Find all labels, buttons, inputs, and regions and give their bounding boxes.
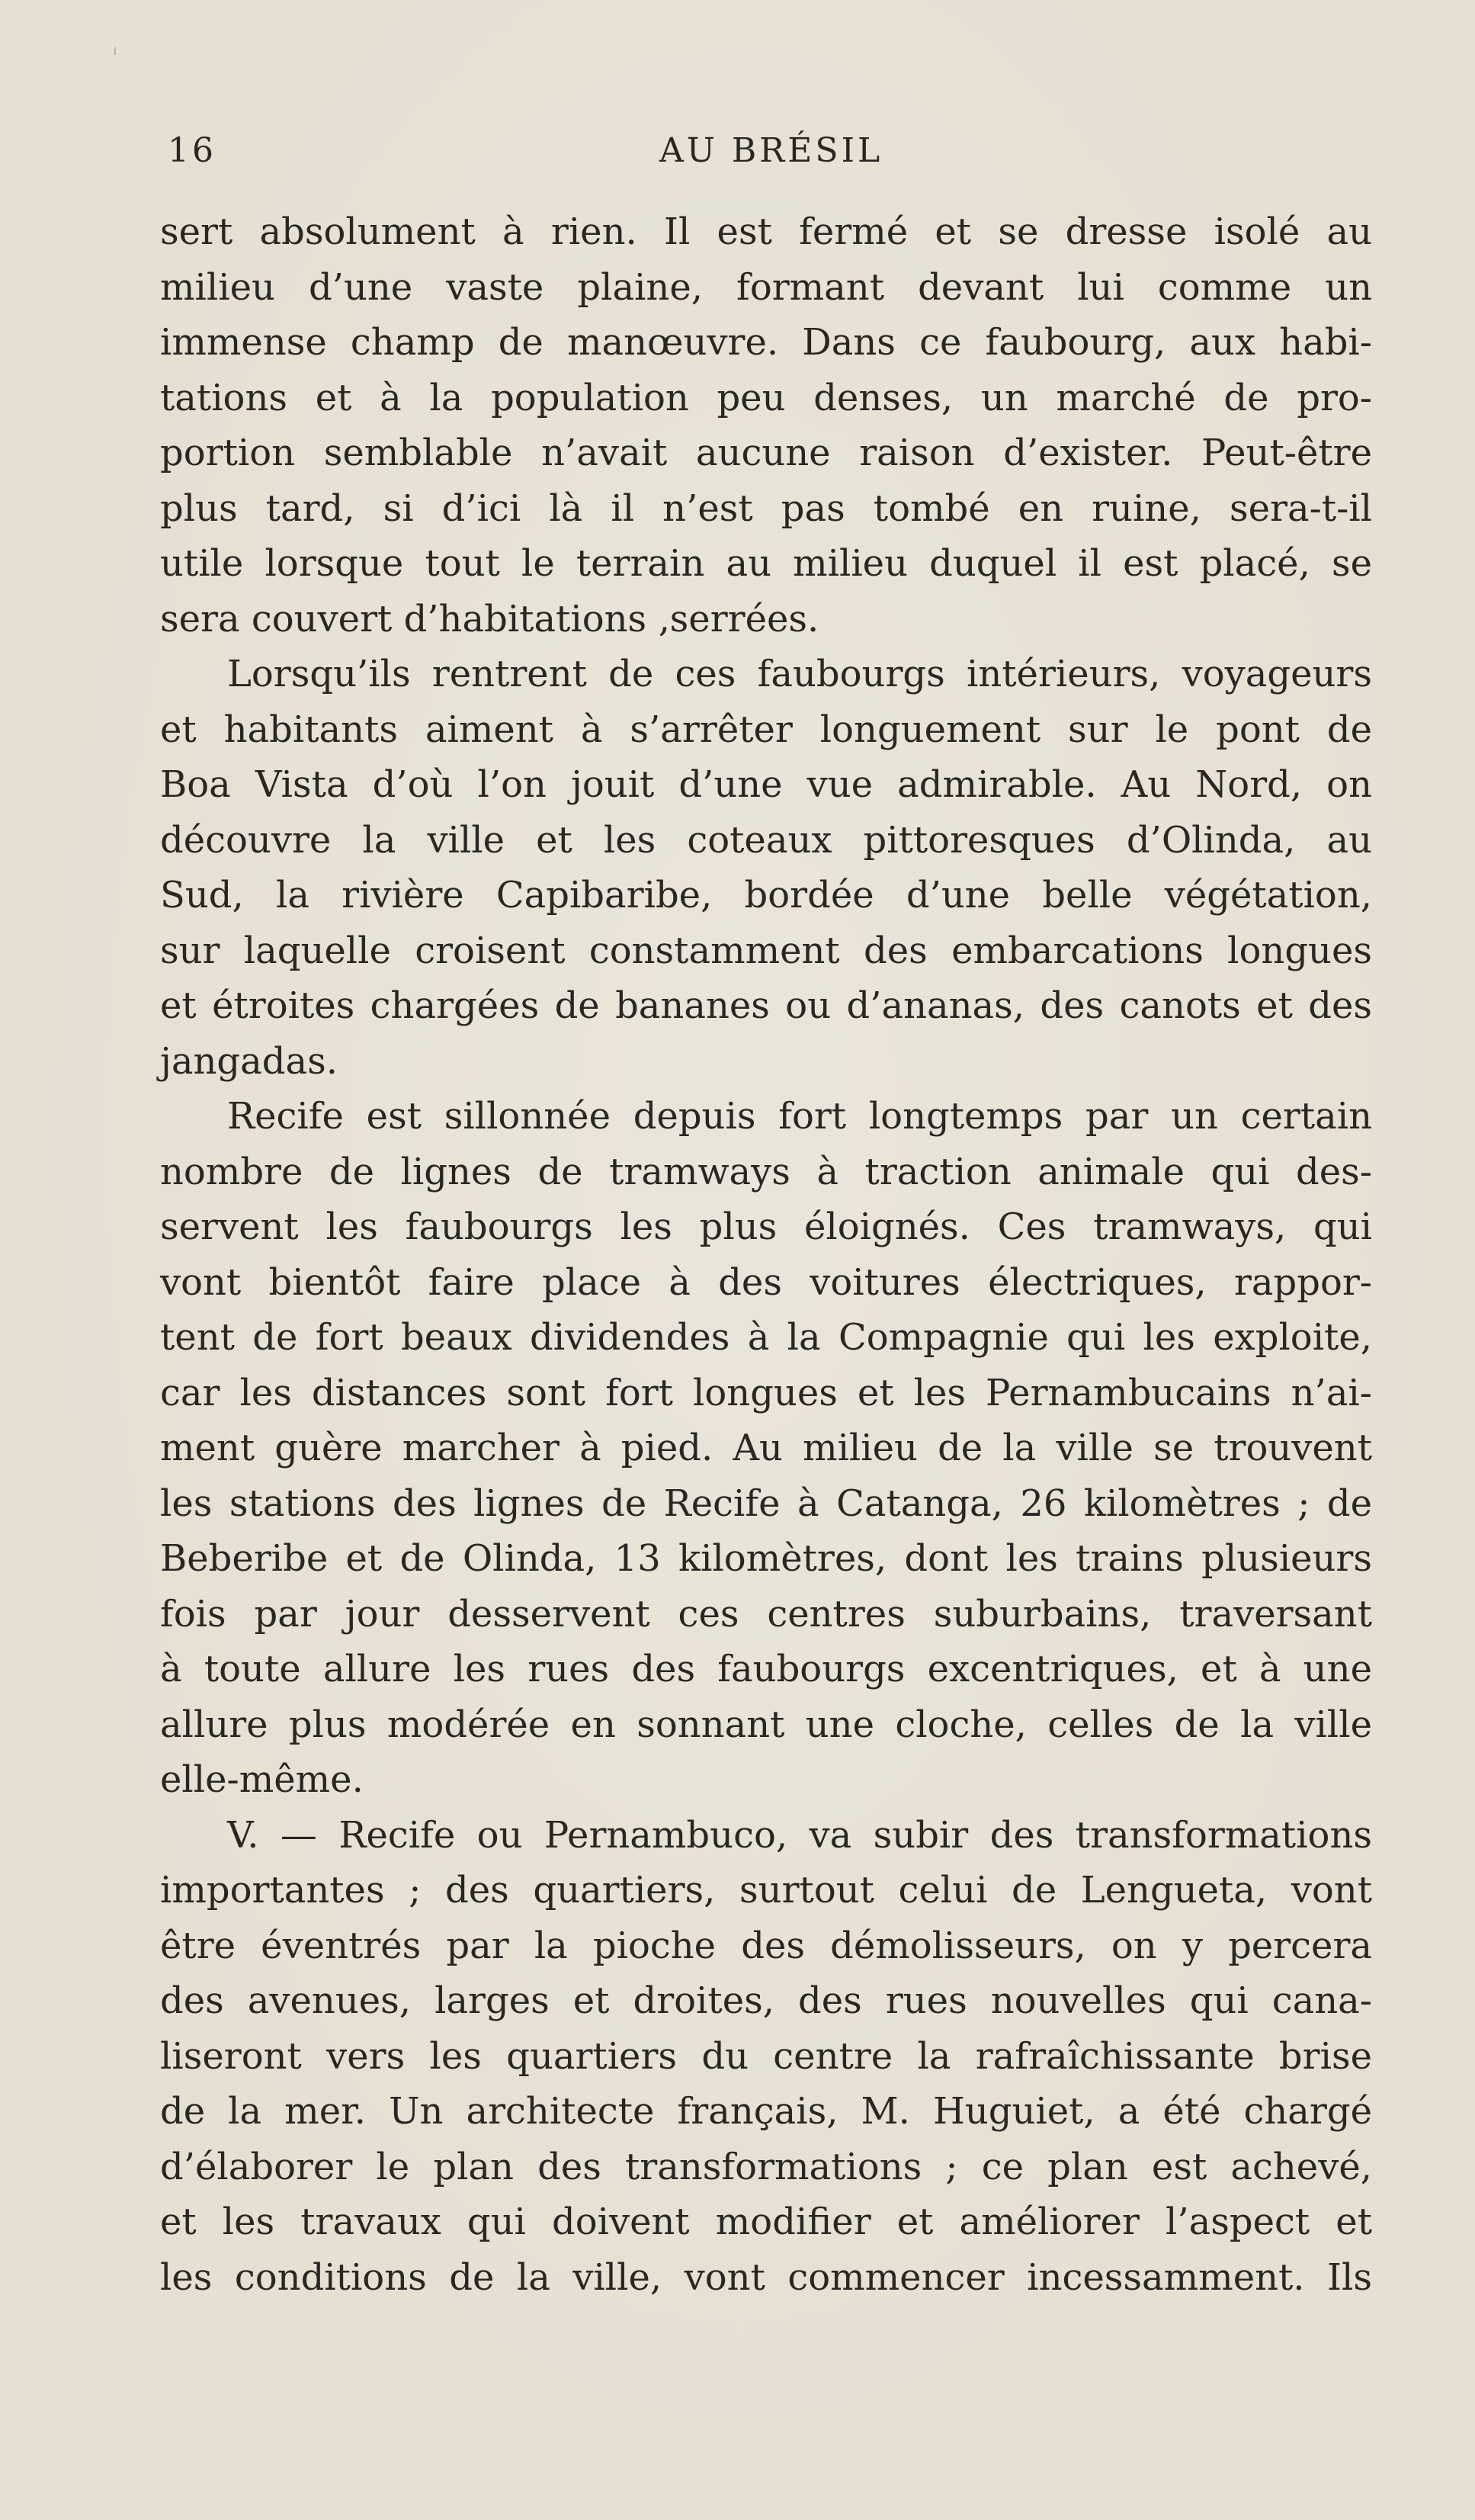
text-line: milieu d’une vaste plaine, formant devant lui comme un xyxy=(160,265,1372,309)
text-line: sera couvert d’habitations ‚serrées. xyxy=(160,597,819,640)
text-line: sur laquelle croisent constamment des embarcations longues xyxy=(160,929,1372,972)
text-line: nombre de lignes de tramways à traction animale qui des- xyxy=(160,1150,1372,1193)
text-line: des avenues, larges et droites, des rues nouvelles qui cana- xyxy=(160,1979,1372,2022)
text-line: V. — Recife ou Pernambuco, va subir des transformations xyxy=(227,1813,1372,1857)
text-line: de la mer. Un architecte français, M. Huguiet, a été chargé xyxy=(160,2090,1372,2133)
text-line: immense champ de manœuvre. Dans ce faubourg, aux habi- xyxy=(160,321,1372,364)
text-line: jangadas. xyxy=(160,1039,338,1083)
text-line: Boa Vista d’où l’on jouit d’une vue admirable. Au Nord, on xyxy=(160,763,1372,806)
text-line: et habitants aiment à s’arrêter longuement sur le pont de xyxy=(160,708,1372,751)
text-line: utile lorsque tout le terrain au milieu duquel il est placé, se xyxy=(160,542,1372,585)
text-line: les stations des lignes de Recife à Catanga, 26 kilomètres ; de xyxy=(160,1482,1372,1525)
text-line: servent les faubourgs les plus éloignés. Ces tramways, qui xyxy=(160,1205,1372,1248)
page-header xyxy=(168,131,884,177)
text-line: sert absolument à rien. Il est fermé et se dresse isolé au xyxy=(160,210,1372,253)
text-line: Recife est sillonnée depuis fort longtemps par un certain xyxy=(227,1095,1372,1138)
page-number: 16 xyxy=(168,131,216,170)
text-line: Sud, la rivière Capibaribe, bordée d’une belle végétation, xyxy=(160,874,1372,917)
text-line: ment guère marcher à pied. Au milieu de la ville se trouvent xyxy=(160,1427,1372,1469)
body-text xyxy=(160,204,1372,2305)
text-line: découvre la ville et les coteaux pittoresques d’Olinda, au xyxy=(160,818,1372,862)
text-line: être éventrés par la pioche des démolisseurs, on y percera xyxy=(160,1924,1372,1967)
text-line: vont bientôt faire place à des voitures électriques, rappor- xyxy=(160,1260,1372,1304)
text-line: fois par jour desservent ces centres suburbains, traversant xyxy=(160,1592,1372,1636)
text-line: importantes ; des quartiers, surtout celui de Lengueta, vont xyxy=(160,1869,1372,1912)
text-line: car les distances sont fort longues et les Pernambucains n’ai- xyxy=(160,1371,1372,1414)
text-line: Lorsqu’ils rentrent de ces faubourgs intérieurs, voyageurs xyxy=(227,653,1372,695)
text-line: et étroites chargées de bananes ou d’ananas, des canots et des xyxy=(160,984,1372,1027)
text-line: elle-même. xyxy=(160,1758,364,1801)
text-line: allure plus modérée en sonnant une cloche, celles de la ville xyxy=(160,1703,1372,1746)
text-line: tations et à la population peu denses, un marché de pro- xyxy=(160,376,1372,419)
running-head: AU BRÉSIL xyxy=(659,131,883,170)
text-line: tent de fort beaux dividendes à la Compagnie qui les exploite, xyxy=(160,1316,1372,1359)
text-line: les conditions de la ville, vont commencer incessamment. Ils xyxy=(160,2255,1372,2299)
text-line: liseront vers les quartiers du centre la rafraîchissante brise xyxy=(160,2034,1372,2078)
text-line: à toute allure les rues des faubourgs excentriques, et à une xyxy=(160,1648,1372,1690)
text-line: d’élaborer le plan des transformations ; ce plan est achevé, xyxy=(160,2145,1372,2188)
paper-mark xyxy=(114,47,116,55)
text-line: plus tard, si d’ici là il n’est pas tombé en ruine, sera-t-il xyxy=(160,486,1372,530)
text-line: Beberibe et de Olinda, 13 kilomètres, dont les trains plusieurs xyxy=(160,1537,1372,1580)
text-line: portion semblable n’avait aucune raison d’exister. Peut-être xyxy=(160,432,1372,474)
text-line: et les travaux qui doivent modifier et améliorer l’aspect et xyxy=(160,2201,1372,2243)
